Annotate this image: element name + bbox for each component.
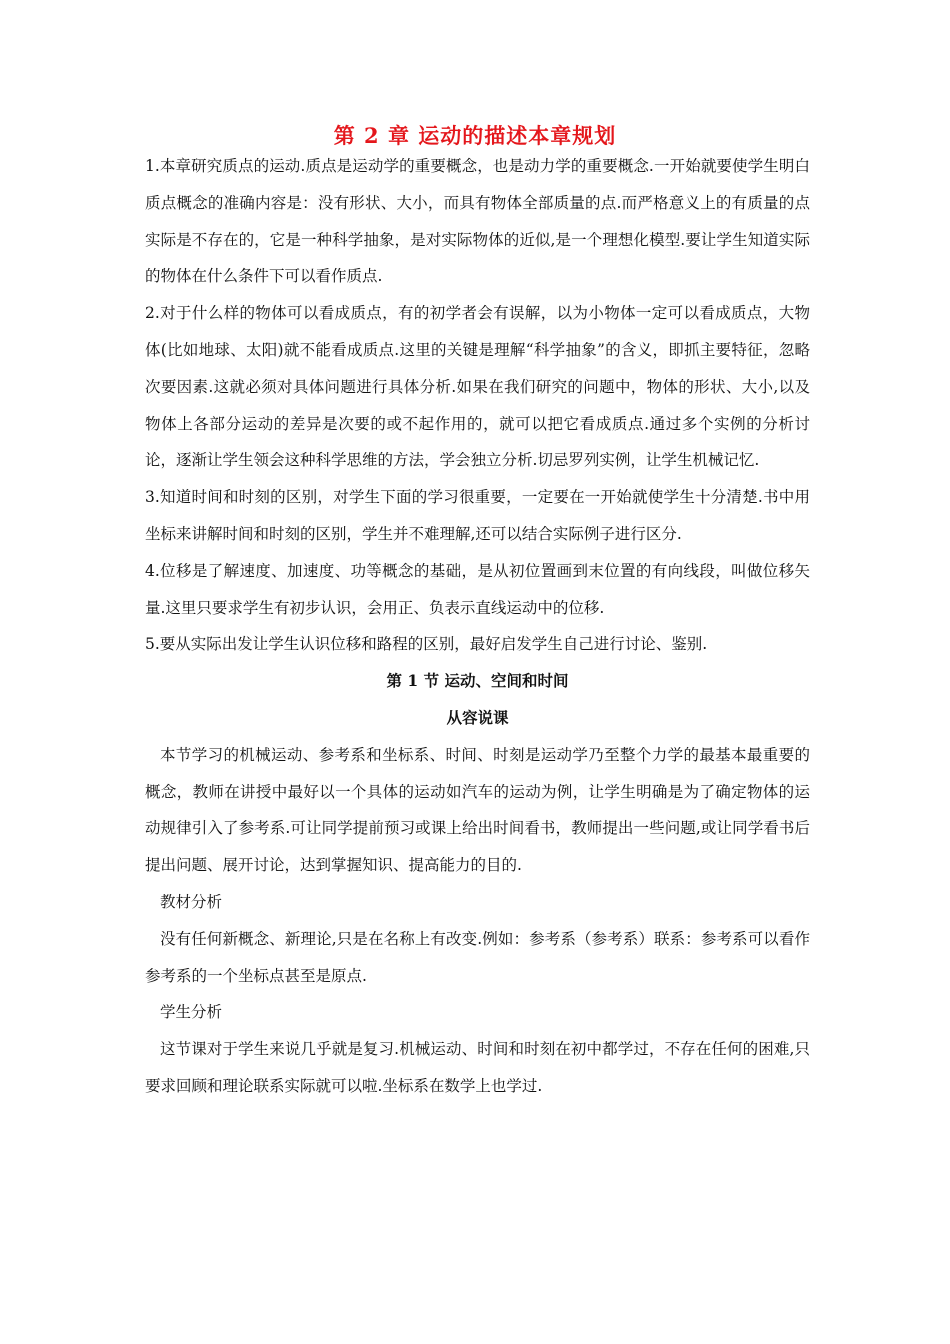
planning-paragraph-5: 5.要从实际出发让学生认识位移和路程的区别，最好启发学生自己进行讨论、鉴别. — [145, 635, 708, 654]
section-title: 第 1 节 运动、空间和时间 — [386, 671, 569, 691]
intro-paragraph: 本节学习的机械运动、参考系和坐标系、时间、时刻是运动学乃至整个力学的最基本最重要的概念，教师在讲授中最好以一个具体的运动如汽车的运动为例，让学生明确是为了确定物体的运动规律引入了参考系.可让同学提前预习或课上给出时间看书，教师提出一些问题,或让同学看书后提出问题、展开讨论，达到掌握知识、提高能力的目的. — [145, 745, 810, 875]
planning-paragraph-4: 4.位移是了解速度、加速度、功等概念的基础，是从初位置画到末位置的有向线段，叫做位移矢量.这里只要求学生有初步认识，会用正、负表示直线运动中的位移. — [145, 561, 810, 617]
document-body — [145, 148, 810, 1105]
planning-paragraph-1: 1.本章研究质点的运动.质点是运动学的重要概念，也是动力学的重要概念.一开始就要使学生明白质点概念的准确内容是：没有形状、大小，而具有物体全部质量的点.而严格意义上的有质量的点实际是不存在的，它是一种科学抽象，是对实际物体的近似,是一个理想化模型.要让学生知道实际的物体在什么条件下可以看作质点. — [145, 157, 810, 286]
material-heading: 教材分析 — [160, 892, 223, 911]
chapter-title: 第 2 章 运动的描述本章规划 — [333, 123, 617, 148]
student-heading: 学生分析 — [160, 1003, 223, 1022]
subsection-title: 从容说课 — [446, 707, 509, 727]
student-paragraph: 这节课对于学生来说几乎就是复习.机械运动、时间和时刻在初中都学过，不存在任何的困难,只要求回顾和理论联系实际就可以啦.坐标系在数学上也学过. — [145, 1040, 810, 1095]
material-paragraph: 没有任何新概念、新理论,只是在名称上有改变.例如：参考系（参考系）联系：参考系可以看作参考系的一个坐标点甚至是原点. — [145, 929, 810, 985]
planning-paragraph-3: 3.知道时间和时刻的区别，对学生下面的学习很重要，一定要在一开始就使学生十分清楚.书中用坐标来讲解时间和时刻的区别，学生并不难理解,还可以结合实际例子进行区分. — [145, 488, 810, 543]
planning-paragraph-2: 2.对于什么样的物体可以看成质点，有的初学者会有误解，以为小物体一定可以看成质点，大物体(比如地球、太阳)就不能看成质点.这里的关键是理解“科学抽象”的含义，即抓主要特征，忽略次要因素.这就必须对具体问题进行具体分析.如果在我们研究的问题中，物体的形状、大小,以及物体上各部分运动的差异是次要的或不起作用的，就可以把它看成质点.通过多个实例的分析讨论，逐渐让学生领会这种科学思维的方法，学会独立分析.切忌罗列实例，让学生机械记忆. — [145, 304, 810, 470]
